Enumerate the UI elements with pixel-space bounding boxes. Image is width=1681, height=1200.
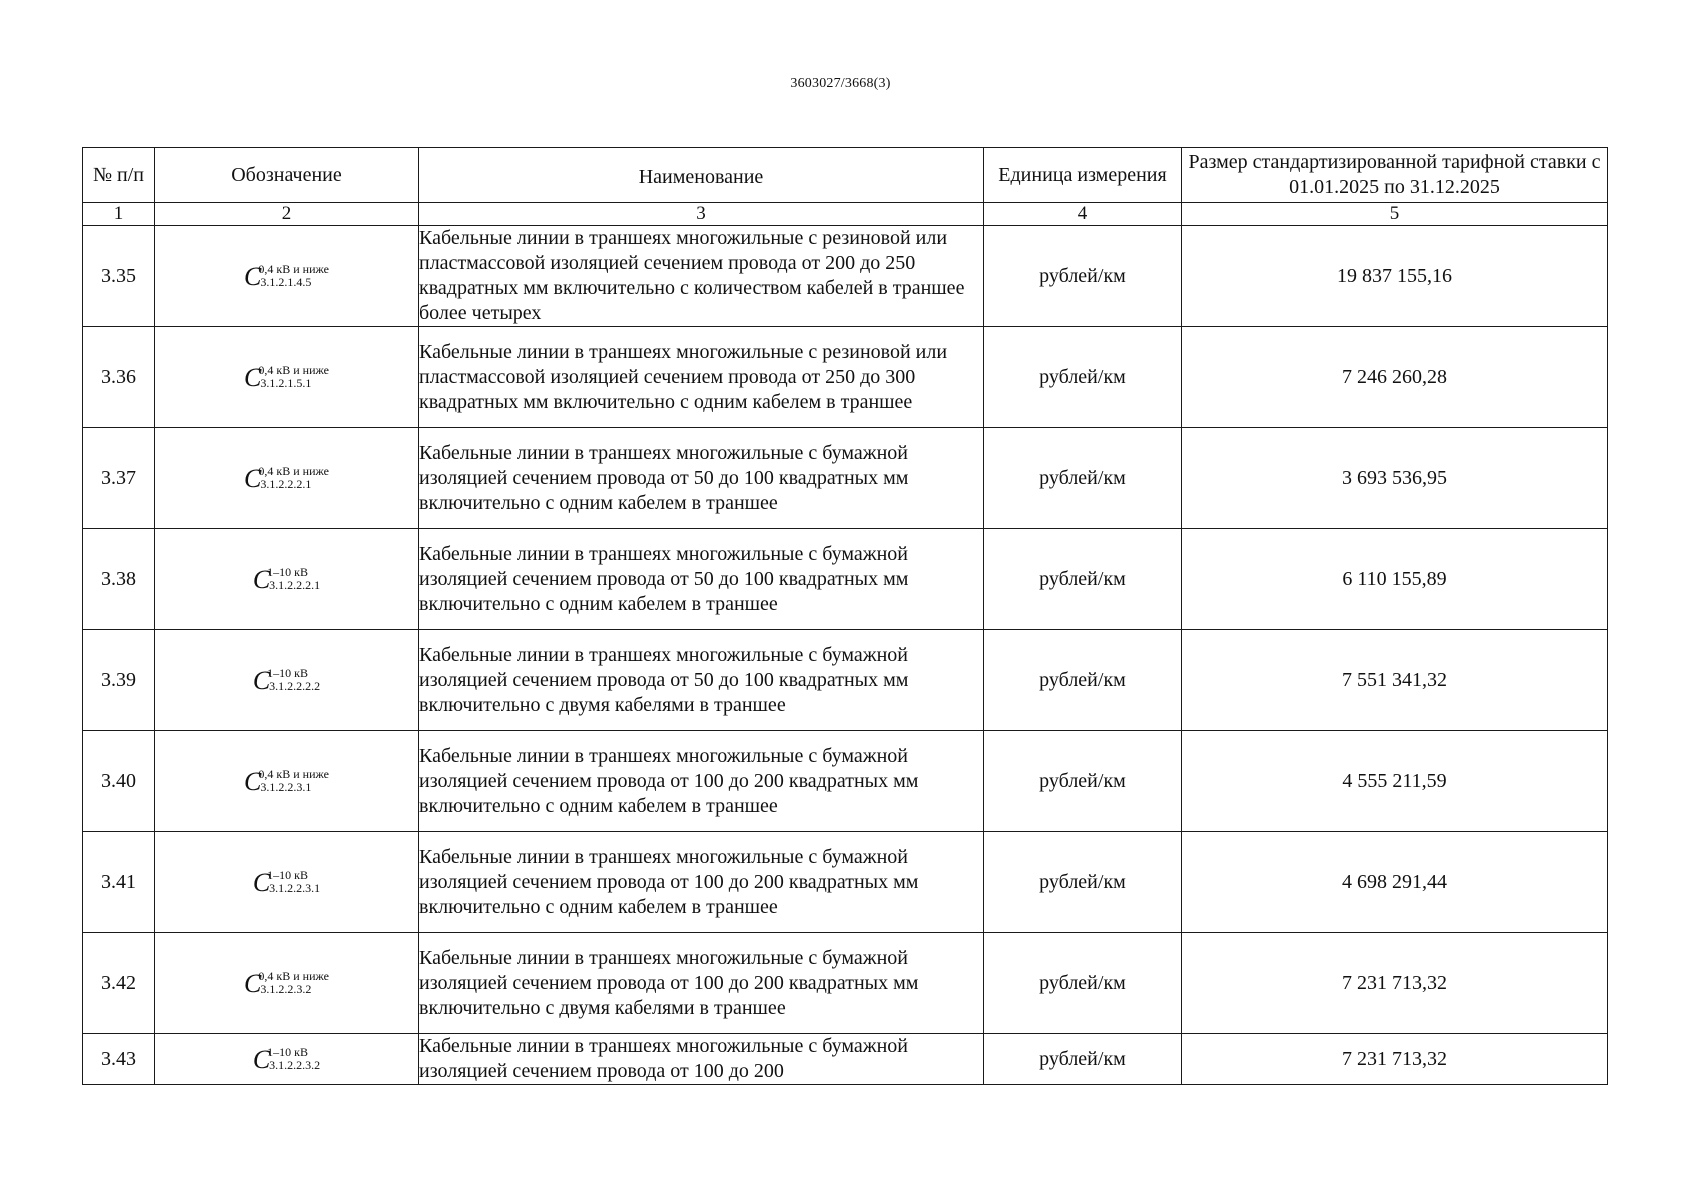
designation-voltage: 0,4 кВ и ниже <box>258 262 329 277</box>
row-tariff-value: 7 551 341,32 <box>1182 630 1608 731</box>
row-tariff-value: 7 246 260,28 <box>1182 327 1608 428</box>
designation-code: 3.1.2.2.2.1 <box>269 578 321 593</box>
column-number: 5 <box>1182 203 1608 226</box>
designation-voltage: 0,4 кВ и ниже <box>258 767 329 782</box>
row-description: Кабельные линии в траншеях многожильные с бумажной изоляцией сечением провода от 100 до 200 квадратных мм включительно с одним кабелем в траншее <box>419 731 984 832</box>
designation-code: 3.1.2.1.4.5 <box>260 275 312 290</box>
designation-code: 3.1.2.2.3.1 <box>260 780 312 795</box>
table-row <box>83 428 1608 529</box>
designation-code: 3.1.2.2.2.2 <box>269 679 321 694</box>
row-tariff-value: 19 837 155,16 <box>1182 226 1608 327</box>
column-number: 4 <box>984 203 1182 226</box>
table-row <box>83 327 1608 428</box>
row-unit: рублей/км <box>984 226 1182 327</box>
row-number: 3.39 <box>83 630 155 731</box>
table-row <box>83 933 1608 1034</box>
table-row <box>83 226 1608 327</box>
table-row <box>83 832 1608 933</box>
row-tariff-value: 4 698 291,44 <box>1182 832 1608 933</box>
row-unit: рублей/км <box>984 529 1182 630</box>
row-number: 3.35 <box>83 226 155 327</box>
table-row <box>83 529 1608 630</box>
table-row <box>83 731 1608 832</box>
column-number: 1 <box>83 203 155 226</box>
designation-symbol: C <box>252 564 271 594</box>
row-number: 3.41 <box>83 832 155 933</box>
designation-cell <box>155 832 419 933</box>
designation-code: 3.1.2.2.3.1 <box>269 881 321 896</box>
table-row <box>83 1034 1608 1085</box>
row-description: Кабельные линии в траншеях многожильные с бумажной изоляцией сечением провода от 100 до 200 квадратных мм включительно с двумя кабелями в траншее <box>419 933 984 1034</box>
tariff-designation <box>244 970 329 996</box>
designation-symbol: C <box>244 463 262 493</box>
designation-cell <box>155 327 419 428</box>
row-number: 3.43 <box>83 1034 155 1085</box>
row-unit: рублей/км <box>984 428 1182 529</box>
row-number: 3.42 <box>83 933 155 1034</box>
row-description: Кабельные линии в траншеях многожильные с бумажной изоляцией сечением провода от 100 до 200 <box>419 1034 984 1085</box>
column-number: 2 <box>155 203 419 226</box>
designation-symbol: C <box>252 867 271 897</box>
tariff-designation <box>253 869 320 895</box>
row-unit: рублей/км <box>984 1034 1182 1085</box>
row-unit: рублей/км <box>984 832 1182 933</box>
header-unit: Единица измерения <box>984 148 1182 203</box>
designation-cell <box>155 731 419 832</box>
tariff-designation <box>244 768 329 794</box>
row-description: Кабельные линии в траншеях многожильные с резиновой или пластмассовой изоляцией сечением провода от 200 до 250 квадратных мм включительно с количеством кабелей в траншее более четырех <box>419 226 984 327</box>
designation-voltage: 0,4 кВ и ниже <box>258 969 329 984</box>
row-description: Кабельные линии в траншеях многожильные с бумажной изоляцией сечением провода от 100 до 200 квадратных мм включительно с одним кабелем в траншее <box>419 832 984 933</box>
row-description: Кабельные линии в траншеях многожильные с бумажной изоляцией сечением провода от 50 до 100 квадратных мм включительно с одним кабелем в траншее <box>419 428 984 529</box>
tariff-table <box>82 147 1608 1085</box>
designation-cell <box>155 630 419 731</box>
designation-code: 3.1.2.2.3.2 <box>260 982 312 997</box>
header-tariff: Размер стандартизированной тарифной ставки с 01.01.2025 по 31.12.2025 <box>1182 148 1608 203</box>
row-tariff-value: 6 110 155,89 <box>1182 529 1608 630</box>
designation-voltage: 0,4 кВ и ниже <box>258 464 329 479</box>
row-tariff-value: 3 693 536,95 <box>1182 428 1608 529</box>
designation-cell <box>155 428 419 529</box>
header-name: Наименование <box>419 148 984 203</box>
document-number: 3603027/3668(3) <box>790 76 891 91</box>
row-unit: рублей/км <box>984 327 1182 428</box>
designation-voltage: 1–10 кВ <box>267 666 309 681</box>
designation-code: 3.1.2.2.3.2 <box>269 1058 321 1073</box>
designation-symbol: C <box>244 766 262 796</box>
column-number-row <box>83 203 1608 226</box>
row-unit: рублей/км <box>984 933 1182 1034</box>
row-number: 3.36 <box>83 327 155 428</box>
tariff-designation <box>253 566 320 592</box>
tariff-designation <box>253 667 320 693</box>
column-number: 3 <box>419 203 984 226</box>
designation-cell <box>155 1034 419 1085</box>
row-number: 3.40 <box>83 731 155 832</box>
row-number: 3.37 <box>83 428 155 529</box>
designation-symbol: C <box>244 261 262 291</box>
table-header-row <box>83 148 1608 203</box>
header-number: № п/п <box>83 148 155 203</box>
designation-cell <box>155 933 419 1034</box>
designation-code: 3.1.2.1.5.1 <box>260 376 312 391</box>
tariff-designation <box>253 1046 320 1072</box>
row-unit: рублей/км <box>984 731 1182 832</box>
designation-code: 3.1.2.2.2.1 <box>260 477 312 492</box>
tariff-designation <box>244 465 329 491</box>
row-unit: рублей/км <box>984 630 1182 731</box>
table-row <box>83 630 1608 731</box>
tariff-designation <box>244 364 329 390</box>
designation-symbol: C <box>244 968 262 998</box>
tariff-designation <box>244 263 329 289</box>
designation-voltage: 0,4 кВ и ниже <box>258 363 329 378</box>
designation-voltage: 1–10 кВ <box>267 868 309 883</box>
designation-symbol: C <box>252 1044 271 1074</box>
row-description: Кабельные линии в траншеях многожильные с резиновой или пластмассовой изоляцией сечением провода от 250 до 300 квадратных мм включительно с одним кабелем в траншее <box>419 327 984 428</box>
designation-cell <box>155 226 419 327</box>
row-tariff-value: 4 555 211,59 <box>1182 731 1608 832</box>
designation-voltage: 1–10 кВ <box>267 565 309 580</box>
designation-symbol: C <box>244 362 262 392</box>
row-description: Кабельные линии в траншеях многожильные с бумажной изоляцией сечением провода от 50 до 100 квадратных мм включительно с одним кабелем в траншее <box>419 529 984 630</box>
table-body <box>83 226 1608 1085</box>
designation-voltage: 1–10 кВ <box>267 1045 309 1060</box>
designation-cell <box>155 529 419 630</box>
header-designation: Обозначение <box>155 148 419 203</box>
row-number: 3.38 <box>83 529 155 630</box>
designation-symbol: C <box>252 665 271 695</box>
row-tariff-value: 7 231 713,32 <box>1182 1034 1608 1085</box>
row-tariff-value: 7 231 713,32 <box>1182 933 1608 1034</box>
row-description: Кабельные линии в траншеях многожильные с бумажной изоляцией сечением провода от 50 до 100 квадратных мм включительно с двумя кабелями в траншее <box>419 630 984 731</box>
